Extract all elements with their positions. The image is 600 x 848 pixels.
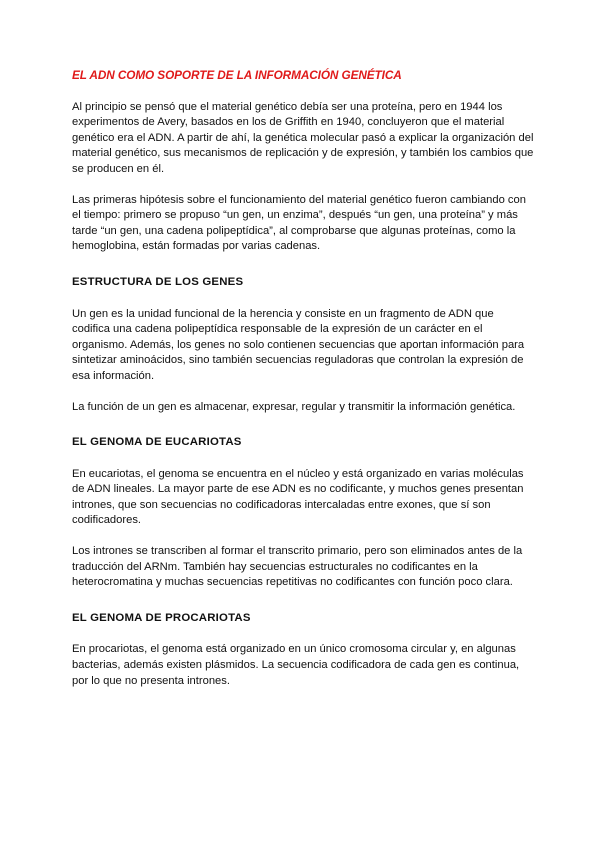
section-heading-gene-structure: ESTRUCTURA DE LOS GENES [72,275,244,288]
eukaryote-genome-paragraph-2: Los intrones se transcriben al formar el transcrito primario, pero son eliminados antes de la traducción del ARNm. También hay secuencias estructurales no codificantes en la heterocromatina y muchas secuencias repetitivas no codificantes con función poco clara. [72,545,523,589]
document-title: EL ADN COMO SOPORTE DE LA INFORMACIÓN GENÉTICA [72,68,402,82]
document-page [72,68,534,704]
prokaryote-genome-paragraph-1: En procariotas, el genoma está organizado en un único cromosoma circular y, en algunas bacterias, además existen plásmidos. La secuencia codificadora de cada gen es continua, por lo que no presenta intrones. [72,643,520,687]
gene-structure-paragraph-2: La función de un gen es almacenar, expresar, regular y transmitir la información genética. [72,400,516,413]
intro-paragraph-2: Las primeras hipótesis sobre el funcionamiento del material genético fueron cambiando con el tiempo: primero se propuso “un gen, un enzima”, después “un gen, una proteína” y más tarde “un gen, una cadena polipeptídica”, al comprobarse que algunas proteínas, como la hemoglobina, están formadas por varias cadenas. [72,193,526,253]
section-heading-eukaryote-genome: EL GENOMA DE EUCARIOTAS [72,436,242,449]
section-heading-prokaryote-genome: EL GENOMA DE PROCARIOTAS [72,611,251,624]
intro-paragraph-1: Al principio se pensó que el material genético debía ser una proteína, pero en 1944 los experimentos de Avery, basados en los de Griffith en 1940, concluyeron que el material genético era el ADN. A partir de ahí, la genética molecular pasó a explicar la organización del material genético, sus mecanismos de replicación y de expresión, y también los cambios que se producen en él. [72,100,534,175]
eukaryote-genome-paragraph-1: En eucariotas, el genoma se encuentra en el núcleo y está organizado en varias moléculas de ADN lineales. La mayor parte de ese ADN es no codificante, y muchos genes presentan intrones, que son secuencias no codificadoras intercaladas entre exones, que sí son codificadores. [72,467,524,527]
gene-structure-paragraph-1: Un gen es la unidad funcional de la herencia y consiste en un fragmento de ADN que codifica una cadena polipeptídica responsable de la expresión de un carácter en el organismo. Además, los genes no solo contienen secuencias que aportan información para sintetizar aminoácidos, sino también secuencias reguladoras que controlan la expresión de esa información. [72,307,525,382]
